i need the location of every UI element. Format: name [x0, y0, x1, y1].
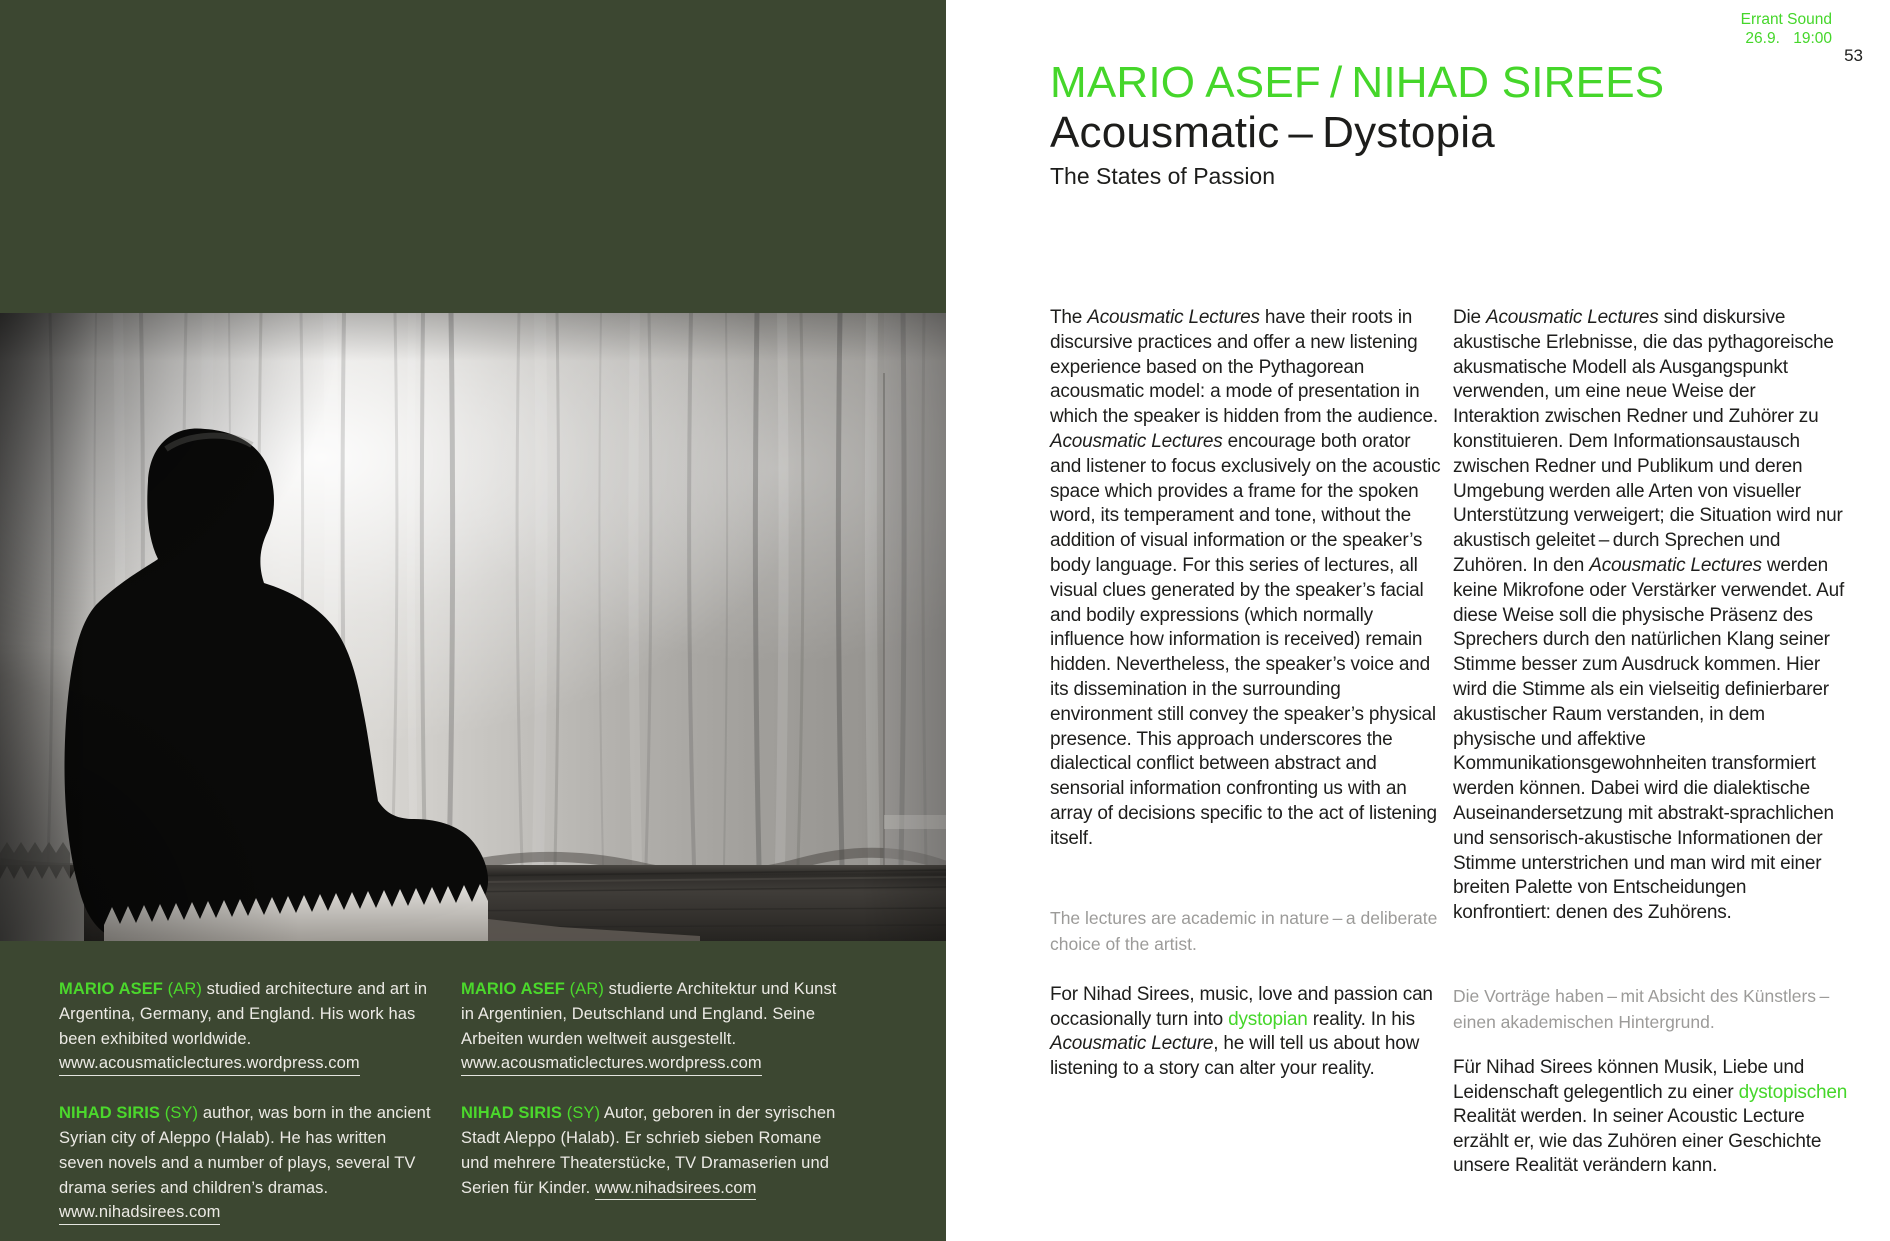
page-number: 53	[1844, 46, 1863, 65]
bio-link[interactable]: www.nihadsirees.com	[595, 1179, 756, 1201]
text-segment: encourage both orator and listener to focus exclusively on the acoustic space which provides a frame for the spoken word, its temperament and tone, without the addition of visual information or the speaker’s body language. For this series of lectures, all visual clues generated by the speaker’s facial and bodily expressions (which normally influence how information is received) remain hidden. Nevertheless, the speaker’s voice and its dissemination in the surrounding environment still convey the speaker’s physical presence. This approach underscores the dialectical conflict between abstract and sensorial information confronting us with an array of decisions specific to the act of listening itself.	[1050, 430, 1441, 849]
bio-column-german	[461, 977, 847, 1200]
artist-name: MARIO ASEF	[59, 980, 163, 998]
text-segment: Acousmatic Lectures	[1486, 307, 1659, 328]
text-segment: Acousmatic Lectures	[1589, 554, 1762, 576]
work-subtitle: The States of Passion	[1050, 163, 1276, 189]
artists-headline: MARIO ASEF / NIHAD SIREES	[1050, 58, 1665, 107]
article-english-paragraph1	[1050, 306, 1442, 852]
text-segment: dystopian	[1228, 1008, 1308, 1030]
artist-country: (SY)	[566, 1104, 601, 1123]
text-segment: dystopischen	[1738, 1081, 1848, 1103]
event-venue: Errant Sound	[1740, 11, 1832, 28]
article-german-paragraph1	[1453, 306, 1847, 926]
caption-english: The lectures are academic in nature – a deliberate choice of the artist.	[1050, 908, 1438, 954]
text-segment: have their roots in discursive practices and offer a new listening experience based on the Pythagorean acousmatic model: a mode of presentation in which the speaker is hidden from the audience.	[1050, 307, 1438, 428]
bio-nihad-siris-de	[461, 1101, 847, 1200]
bio-text: studierte Architektur und Kunst in Argentinien, Deutschland und England. Seine Arbeiten wurden weltweit ausgestellt.	[461, 980, 837, 1048]
bio-link[interactable]: www.acousmaticlectures.	[59, 1054, 247, 1076]
bio-column-english	[59, 977, 431, 1225]
text-segment: Acousmatic Lecture	[1050, 1033, 1214, 1054]
bio-link[interactable]: wordpress.com	[649, 1054, 762, 1076]
text-segment: Acousmatic Lectures	[1087, 307, 1260, 328]
bio-text: author, was born in the ancient Syrian city of Aleppo (Halab). He has written seven novels and a number of plays, several TV drama series and children’s dramas.	[59, 1104, 431, 1197]
text-segment: Realität werden. In seiner Acoustic Lecture erzählt er, wie das Zuhören einer Geschichte unsere Realität verändern kann.	[1453, 1106, 1822, 1176]
bio-text: Autor, geboren in der syrischen Stadt Aleppo (Halab). Er schrieb sieben Romane und mehrere Theaterstücke, TV Dramaserien und Serien für Kinder.	[461, 1104, 836, 1197]
bio-link[interactable]: www.nihadsirees.com	[59, 1203, 220, 1225]
text-segment: sind diskursive akustische Erlebnisse, die das pythagoreische akusmatische Modell als Ausgangspunkt verwenden, um eine neue Weise der Interaktion zwischen Redner und Zuhörer zu konstituieren. Dem Informationsaustausch zwischen Redner und Publikum und deren Umgebung werden alle Arten von visueller Unterstützung verweigert; die Situation wird nur akustisch geleitet – durch Sprechen und Zuhören. In den	[1453, 307, 1843, 576]
work-title: Acousmatic – Dystopia	[1050, 108, 1495, 157]
bio-link[interactable]: wordpress.com	[247, 1054, 360, 1076]
artist-name: NIHAD SIRIS	[461, 1104, 563, 1123]
artist-country: (AR)	[167, 980, 202, 998]
artist-country: (AR)	[569, 980, 604, 998]
text-segment: For Nihad Sirees, music, love and passion can occasionally turn into	[1050, 984, 1433, 1030]
artist-country: (SY)	[164, 1104, 199, 1123]
text-segment: reality. In his	[1307, 1008, 1415, 1030]
article-english-paragraph2	[1050, 983, 1448, 1081]
artist-name: MARIO ASEF	[461, 980, 565, 998]
text-segment: , he will tell us about how listening to a story can alter your reality.	[1050, 1033, 1420, 1079]
artist-name: NIHAD SIRIS	[59, 1104, 161, 1123]
caption-german: Die Vorträge haben – mit Absicht des Künstlers – einen akademischen Hintergrund.	[1453, 986, 1833, 1032]
text-segment: Die	[1453, 307, 1486, 328]
event-datetime: 26.9. 19:00	[1745, 30, 1832, 47]
text-segment: Für Nihad Sirees können Musik, Liebe und Leidenschaft gelegentlich zu einer	[1453, 1057, 1805, 1103]
text-segment: werden keine Mikrofone oder Verstärker verwendet. Auf diese Weise soll die physische Präsenz des Sprechers durch den natürlichen Klang seiner Stimme besser zum Ausdruck kommen. Hier wird die Stimme als ein vielseitig definierbarer akustischer Raum verstanden, in dem physische und affektive Kommunikationsgewohnheiten transformiert werden können. Dabei wird die dialektische Auseinandersetzung mit abstrakt-sprachlichen und sensorisch-akustische Informationen der Stimme unterstrichen und man wird mit einer breiten Palette von Entscheidungen konfrontiert: denen des Zuhörens.	[1453, 554, 1845, 924]
bio-mario-asef-en	[59, 977, 431, 1076]
text-segment: Acousmatic Lectures	[1050, 430, 1223, 452]
bio-text: studied architecture and art in Argentina, Germany, and England. His work has been exhibited worldwide.	[59, 980, 428, 1048]
bio-link[interactable]: www.acousmaticlectures.	[461, 1054, 649, 1076]
event-meta	[1741, 10, 1832, 48]
article-german-paragraph2	[1453, 1056, 1855, 1179]
performance-photo	[0, 313, 946, 941]
text-segment: The	[1050, 307, 1088, 328]
bio-nihad-siris-en	[59, 1101, 431, 1225]
bio-mario-asef-de	[461, 977, 847, 1076]
right-page	[946, 0, 1890, 1241]
